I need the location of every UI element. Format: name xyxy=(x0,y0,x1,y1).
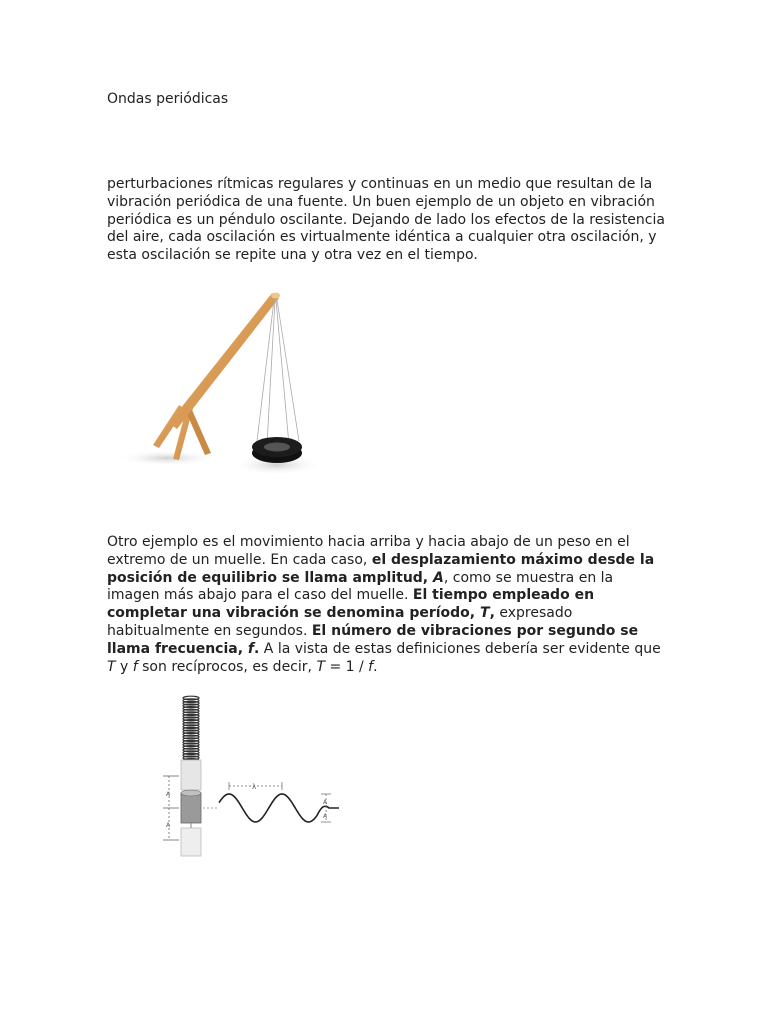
amplitude-label: A xyxy=(166,791,171,798)
tire-swing-illustration xyxy=(107,283,362,498)
mass-block xyxy=(181,793,201,823)
page-title: Ondas periódicas xyxy=(107,91,229,107)
spring-paragraph: Otro ejemplo es el movimiento hacia arriba y hacia abajo de un peso en el extremo de un muelle. En cada caso, el desplazamiento máximo desde la posición de equilibrio se llama amplitud, A, como se muestra en la imagen más abajo para el caso del muelle. El tiempo empleado en completar una vibración se denomina período, T, expresado habitualmente en segundos. El número de vibraciones por segundo se llama frecuencia, f. A la vista de estas definiciones debería ser evidente que T y f son recíprocos, es decir, T = 1 / f. xyxy=(107,534,661,675)
main-pole xyxy=(169,293,279,429)
amplitude-markers-left xyxy=(163,776,179,840)
wavelength-label: λ xyxy=(252,783,257,791)
amplitude-label: A xyxy=(323,813,328,820)
amplitude-label: A xyxy=(166,822,171,829)
sine-wave xyxy=(219,794,339,822)
spring-icon xyxy=(183,696,199,765)
lower-position-mass xyxy=(181,828,201,856)
intro-paragraph: perturbaciones rítmicas regulares y continuas en un medio que resultan de la vibración periódica de una fuente. Un buen ejemplo de un objeto en vibración periódica es un péndulo oscilante. Dejando de lado los efectos de la resistencia del aire, cada oscilación es virtualmente idéntica a cualquier otra oscilación, y esta oscilación se repite una y otra vez en el tiempo. xyxy=(107,176,665,264)
tire-icon xyxy=(252,437,302,463)
amplitude-label: A xyxy=(323,799,328,806)
spring-wave-diagram xyxy=(107,690,372,865)
upper-position-mass xyxy=(181,760,201,790)
